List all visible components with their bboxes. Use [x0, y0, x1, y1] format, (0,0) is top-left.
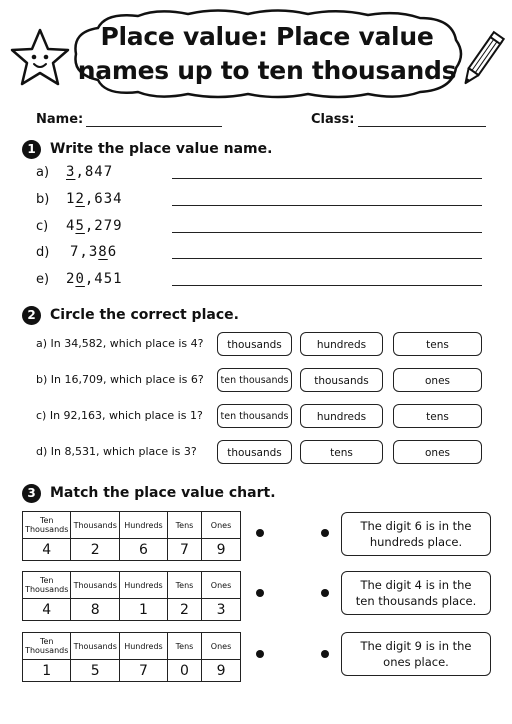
digit-cell: 5	[71, 660, 119, 682]
underlined-digit: 2	[75, 191, 85, 207]
header-thousands: Thousands	[71, 512, 119, 539]
option-button[interactable]: tens	[393, 404, 482, 428]
pencil-icon	[456, 30, 506, 92]
option-button[interactable]: hundreds	[300, 332, 383, 356]
question-text: c) In 92,163, which place is 1?	[36, 409, 203, 422]
option-button[interactable]: tens	[393, 332, 482, 356]
question-number: 3,847	[66, 164, 114, 180]
option-button[interactable]: ten thousands	[217, 404, 292, 428]
question-number: 45,279	[66, 218, 123, 234]
answer-line[interactable]	[172, 205, 482, 206]
class-field[interactable]	[358, 126, 486, 127]
section-2-title: Circle the correct place.	[50, 307, 239, 323]
answer-line[interactable]	[172, 285, 482, 286]
header-ten-thousands: Ten Thousands	[23, 512, 71, 539]
digit-cell: 9	[202, 660, 241, 682]
name-field[interactable]	[86, 126, 222, 127]
section-2-number: 2	[22, 306, 41, 325]
question-text: b) In 16,709, which place is 6?	[36, 373, 204, 386]
option-button[interactable]: thousands	[217, 332, 292, 356]
question-number: 7,386	[70, 244, 118, 260]
digit-cell: 2	[167, 599, 201, 621]
question-letter: b)	[36, 192, 50, 207]
name-label: Name:	[36, 112, 84, 127]
match-dot-left[interactable]	[256, 650, 264, 658]
header-ten-thousands: Ten Thousands	[23, 572, 71, 599]
digit-cell: 0	[167, 660, 201, 682]
section-3-number: 3	[22, 484, 41, 503]
section-1-title: Write the place value name.	[50, 141, 273, 157]
header-ten-thousands: Ten Thousands	[23, 633, 71, 660]
match-dot-right[interactable]	[321, 650, 329, 658]
match-dot-right[interactable]	[321, 529, 329, 537]
section-1-number: 1	[22, 140, 41, 159]
option-button[interactable]: ones	[393, 368, 482, 392]
header-ones: Ones	[202, 633, 241, 660]
underlined-digit: 0	[75, 271, 85, 287]
digit-cell: 3	[202, 599, 241, 621]
match-dot-left[interactable]	[256, 529, 264, 537]
header-hundreds: Hundreds	[119, 633, 167, 660]
question-letter: d)	[36, 245, 50, 260]
question-letter: e)	[36, 272, 50, 287]
underlined-digit: 3	[66, 164, 76, 180]
match-dot-left[interactable]	[256, 589, 264, 597]
answer-line[interactable]	[172, 232, 482, 233]
question-text: d) In 8,531, which place is 3?	[36, 445, 197, 458]
option-button[interactable]: tens	[300, 440, 383, 464]
digit-cell: 7	[167, 539, 201, 561]
header-ones: Ones	[202, 512, 241, 539]
option-button[interactable]: ones	[393, 440, 482, 464]
section-3-title: Match the place value chart.	[50, 485, 276, 501]
digit-cell: 1	[119, 599, 167, 621]
header-tens: Tens	[167, 572, 201, 599]
match-statement: The digit 4 is in the ten thousands place.	[341, 571, 491, 615]
header-hundreds: Hundreds	[119, 512, 167, 539]
header-ones: Ones	[202, 572, 241, 599]
header-thousands: Thousands	[71, 572, 119, 599]
digit-cell: 8	[71, 599, 119, 621]
header-hundreds: Hundreds	[119, 572, 167, 599]
underlined-digit: 5	[75, 218, 85, 234]
question-letter: c)	[36, 219, 49, 234]
place-value-chart	[22, 511, 241, 561]
class-label: Class:	[311, 112, 355, 127]
digit-cell: 1	[23, 660, 71, 682]
match-statement: The digit 9 is in the ones place.	[341, 632, 491, 676]
underlined-digit: 8	[98, 244, 108, 260]
digit-cell: 6	[119, 539, 167, 561]
digit-cell: 2	[71, 539, 119, 561]
digit-cell: 7	[119, 660, 167, 682]
question-number: 12,634	[66, 191, 123, 207]
option-button[interactable]: hundreds	[300, 404, 383, 428]
question-number: 20,451	[66, 271, 123, 287]
place-value-chart	[22, 571, 241, 621]
option-button[interactable]: thousands	[300, 368, 383, 392]
option-button[interactable]: thousands	[217, 440, 292, 464]
digit-cell: 4	[23, 599, 71, 621]
page-title-line1: Place value: Place value	[100, 22, 434, 51]
star-mascot-icon	[8, 26, 72, 90]
option-button[interactable]: ten thousands	[217, 368, 292, 392]
digit-cell: 4	[23, 539, 71, 561]
match-dot-right[interactable]	[321, 589, 329, 597]
header-thousands: Thousands	[71, 633, 119, 660]
page-title-line2: names up to ten thousands	[77, 56, 457, 85]
match-statement: The digit 6 is in the hundreds place.	[341, 512, 491, 556]
answer-line[interactable]	[172, 178, 482, 179]
place-value-chart	[22, 632, 241, 682]
header-tens: Tens	[167, 633, 201, 660]
answer-line[interactable]	[172, 258, 482, 259]
question-text: a) In 34,582, which place is 4?	[36, 337, 204, 350]
question-letter: a)	[36, 165, 50, 180]
digit-cell: 9	[202, 539, 241, 561]
header-tens: Tens	[167, 512, 201, 539]
